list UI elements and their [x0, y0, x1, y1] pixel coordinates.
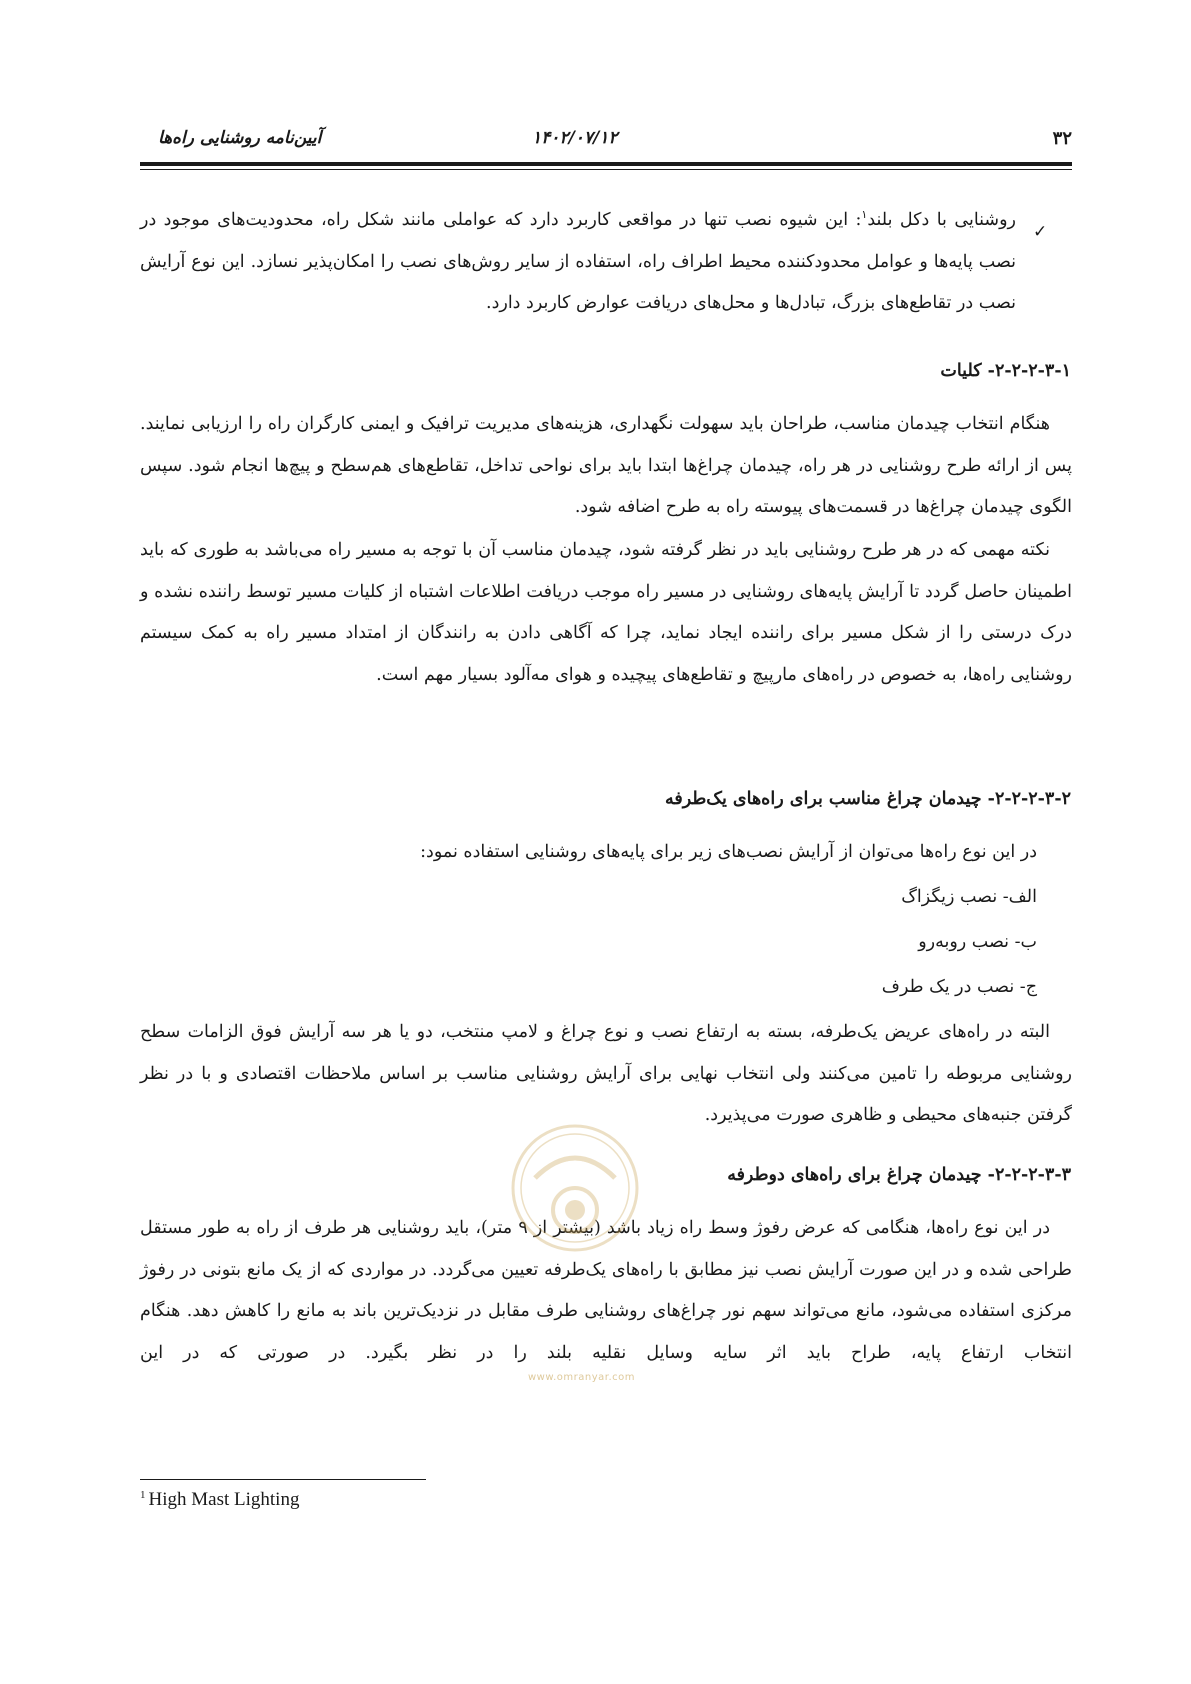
paragraph: نکته مهمی که در هر طرح روشنایی باید در نظر گرفته شود، چیدمان مناسب آن با توجه به مسیر راه می‌باشد به طوری که باید اطمینان حاصل گردد تا آرایش پایه‌های روشنایی در مسیر راه موجب دریافت اطلاعات اشتباه از کلیات مسیر توسط راننده نشده و درک درستی را از شکل مسیر برای راننده ایجاد نماید، چرا که آگاهی دادن به رانندگان از امتداد مسیر راه به کمک سیستم روشنایی راه‌ها، به خصوص در راه‌های مارپیچ و تقاطع‌های پیچیده و هوای مه‌آلود بسیار مهم است. [140, 540, 1072, 685]
section-heading-one-way: ۲-۲-۲-۳-۲- چیدمان چراغ مناسب برای راه‌های یک‌طرفه [664, 789, 1071, 809]
paragraph: در این نوع راه‌ها می‌توان از آرایش نصب‌های زیر برای پایه‌های روشنایی استفاده نمود: [420, 842, 1037, 862]
page-number: ۳۲ [1052, 128, 1072, 149]
bullet-text: : این شیوه نصب تنها در مواقعی کاربرد دارد که عواملی مانند شکل راه، محدودیت‌های موجود در نصب پایه‌ها و عوامل محدودکننده محیط اطراف راه، استفاده از سایر روش‌های نصب را امکان‌پذیر نسازد. این نوع آرایش نصب در تقاطع‌های بزرگ، تبادل‌ها و محل‌های دریافت عوارض کاربرد دارد. [140, 210, 1016, 313]
document-title: آیین‌نامه روشنایی راه‌ها [158, 128, 322, 148]
bullet-lead: روشنایی با دکل بلند [867, 210, 1016, 230]
footnote-mark: 1 [140, 1488, 146, 1501]
list-item: ج- نصب در یک طرف [881, 977, 1037, 997]
checkmark-icon: ✓ [1033, 222, 1048, 242]
header-rule-thick [140, 162, 1072, 166]
watermark-logo [505, 1118, 645, 1258]
footnote-text: High Mast Lighting [148, 1489, 300, 1510]
watermark-url: www.omranyar.com [528, 1372, 636, 1383]
list-item: الف- نصب زیگزاگ [901, 887, 1037, 907]
header-date: ۱۴۰۲/۰۷/۱۲ [532, 128, 618, 148]
list-item: ب- نصب روبه‌رو [918, 932, 1037, 952]
paragraph: در این نوع راه‌ها، هنگامی که عرض رفوژ وسط راه زیاد باشد (بیشتر از ۹ متر)، باید روشنایی هر طرف از راه به طور مستقل طراحی شده و در این صورت آرایش نصب نیز مطابق با راه‌های یک‌طرفه تعیین می‌گردد. در مواردی که از یک مانع بتونی در رفوژ مرکزی استفاده می‌شود، مانع می‌تواند سهم نور چراغ‌های روشنایی طرف مقابل در نزدیک‌ترین باند به مانع را کاهش دهد. هنگام انتخاب ارتفاع پایه، طراح باید اثر سایه وسایل نقلیه بلند را در نظر بگیرد. در صورتی که در این [140, 1218, 1072, 1363]
footnote-rule [140, 1479, 426, 1480]
paragraph: البته در راه‌های عریض یک‌طرفه، بسته به ارتفاع نصب و نوع چراغ و لامپ منتخب، دو یا هر سه آرایش فوق الزامات سطح روشنایی مربوطه را تامین می‌کنند ولی انتخاب نهایی برای آرایش روشنایی مناسب بر اساس ملاحظات اقتصادی و با در نظر گرفتن جنبه‌های محیطی و ظاهری صورت می‌پذیرد. [140, 1022, 1072, 1125]
bullet-paragraph [140, 200, 1016, 325]
footnote-ref: ۱ [861, 208, 868, 222]
section-heading-two-way: ۲-۲-۲-۳-۳- چیدمان چراغ برای راه‌های دوطرفه [727, 1165, 1071, 1185]
footnote [140, 1489, 299, 1511]
header-rule-thin [140, 169, 1072, 170]
section-heading-general: ۲-۲-۲-۳-۱- کلیات [940, 361, 1071, 381]
page-header [140, 128, 1072, 152]
paragraph: هنگام انتخاب چیدمان مناسب، طراحان باید سهولت نگهداری، هزینه‌های مدیریت ترافیک و ایمنی کارگران راه را ارزیابی نمایند. پس از ارائه طرح روشنایی در هر راه، چیدمان چراغ‌ها ابتدا باید برای نواحی تداخل، تقاطع‌های هم‌سطح و پیچ‌ها انجام شود. سپس الگوی چیدمان چراغ‌ها در قسمت‌های پیوسته راه به طرح اضافه شود. [140, 414, 1072, 517]
